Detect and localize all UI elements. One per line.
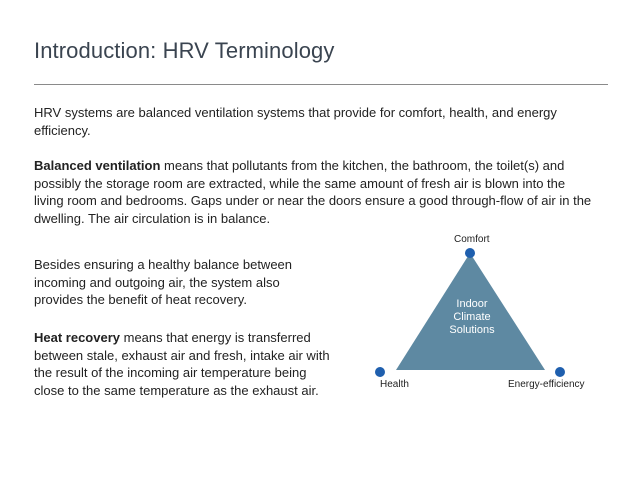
center-line-1: Indoor: [456, 298, 488, 310]
health-label: Health: [380, 379, 409, 390]
energy-efficiency-node: [555, 367, 565, 377]
intro-paragraph: HRV systems are balanced ventilation systems that provide for comfort, health, and energy efficiency.: [34, 105, 557, 138]
heat-recovery-term: Heat recovery: [34, 330, 120, 345]
comfort-label: Comfort: [454, 234, 490, 245]
balanced-ventilation-term: Balanced ventilation: [34, 158, 161, 173]
slide-title: Introduction: HRV Terminology: [34, 38, 335, 63]
balanced-ventilation-text: means that pollutants from the kitchen, the bathroom, the toilet(s) and possibly the storage room are extracted, while the same amount of fresh air is blown into the living room and bedrooms. Gaps under or near the doors ensure a good through-flow of air in the dwelling. The air circulation is in balance.: [34, 158, 592, 226]
health-node: [375, 367, 385, 377]
energy-efficiency-label: Energy-efficiency: [508, 379, 585, 390]
heat-recovery-benefit-paragraph: Besides ensuring a healthy balance between incoming and outgoing air, the system also provides the benefit of heat recovery.: [34, 257, 293, 307]
center-line-2: Climate: [453, 311, 491, 323]
comfort-node: [465, 248, 475, 258]
center-line-3: Solutions: [449, 324, 495, 336]
triangle-center-label: [432, 298, 512, 337]
heat-recovery-text: means that energy is transferred between stale, exhaust air and fresh, intake air with the result of the incoming air temperature being close to the same temperature as the exhaust air.: [34, 330, 330, 398]
